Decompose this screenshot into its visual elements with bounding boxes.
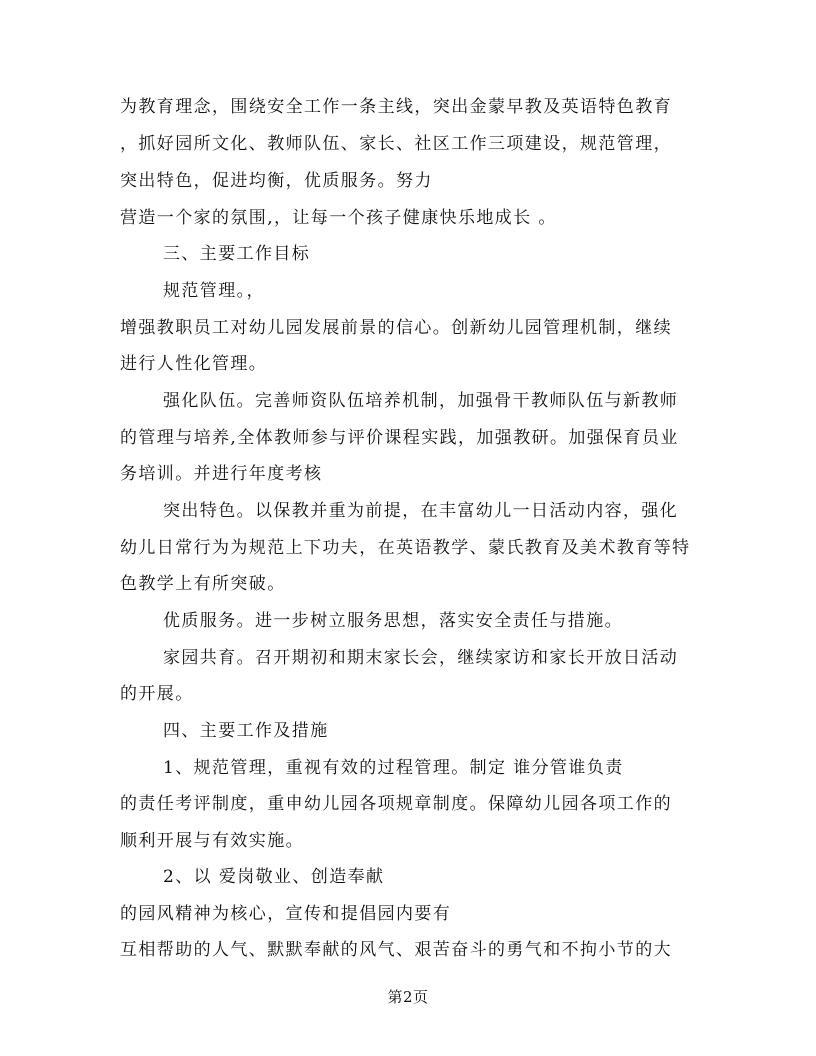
paragraph-line: 进行人性化管理。 (120, 354, 268, 374)
paragraph-line: 1、规范管理，重视有效的过程管理。制定 谁分管谁负责 (163, 758, 624, 778)
paragraph-line: 的责任考评制度，重申幼儿园各项规章制度。保障幼儿园各项工作的 (120, 794, 672, 814)
paragraph-line: 的开展。 (120, 684, 194, 704)
paragraph-line: 突出特色。以保教并重为前提，在丰富幼儿一日活动内容，强化 (163, 501, 679, 521)
paragraph-line: 互相帮助的人气、默默奉献的风气、艰苦奋斗的勇气和不拘小节的大 (120, 940, 672, 960)
paragraph-line: 的管理与培养,全体教师参与评价课程实践，加强教研。加强保育员业 (120, 428, 679, 448)
paragraph-line: 务培训。并进行年度考核 (120, 464, 323, 484)
page-number: 第2页 (387, 988, 429, 1006)
paragraph-line: ，抓好园所文化、教师队伍、家长、社区工作三项建设，规范管理， (120, 134, 672, 154)
paragraph-line: 突出特色，促进均衡，优质服务。努力 (120, 171, 433, 191)
paragraph-line: 为教育理念，围绕安全工作一条主线，突出金蒙早教及英语特色教育 (120, 97, 672, 117)
paragraph-line: 幼儿日常行为为规范上下功夫，在英语教学、蒙氏教育及美术教育等特 (120, 538, 691, 558)
paragraph-line: 色教学上有所突破。 (120, 574, 286, 594)
paragraph-line: 强化队伍。完善师资队伍培养机制，加强骨干教师队伍与新教师 (163, 391, 679, 411)
paragraph-line: 顺利开展与有效实施。 (120, 831, 304, 851)
paragraph-line: 增强教职员工对幼儿园发展前景的信心。创新幼儿园管理机制，继续 (120, 318, 672, 338)
section-heading: 四、主要工作及措施 (163, 721, 329, 741)
paragraph-line: 家园共育。召开期初和期末家长会，继续家访和家长开放日活动 (163, 648, 679, 668)
paragraph-line: 2、以 爱岗敬业、创造奉献 (163, 867, 385, 887)
paragraph-line: 优质服务。进一步树立服务思想，落实安全责任与措施。 (163, 611, 623, 631)
paragraph-line: 的园风精神为核心，宣传和提倡园内要有 (120, 904, 452, 924)
section-heading: 三、主要工作目标 (163, 244, 311, 264)
paragraph-line: 营造一个家的氛围,，让每一个孩子健康快乐地成长 。 (120, 208, 557, 228)
paragraph-line: 规范管理。， (163, 281, 265, 301)
